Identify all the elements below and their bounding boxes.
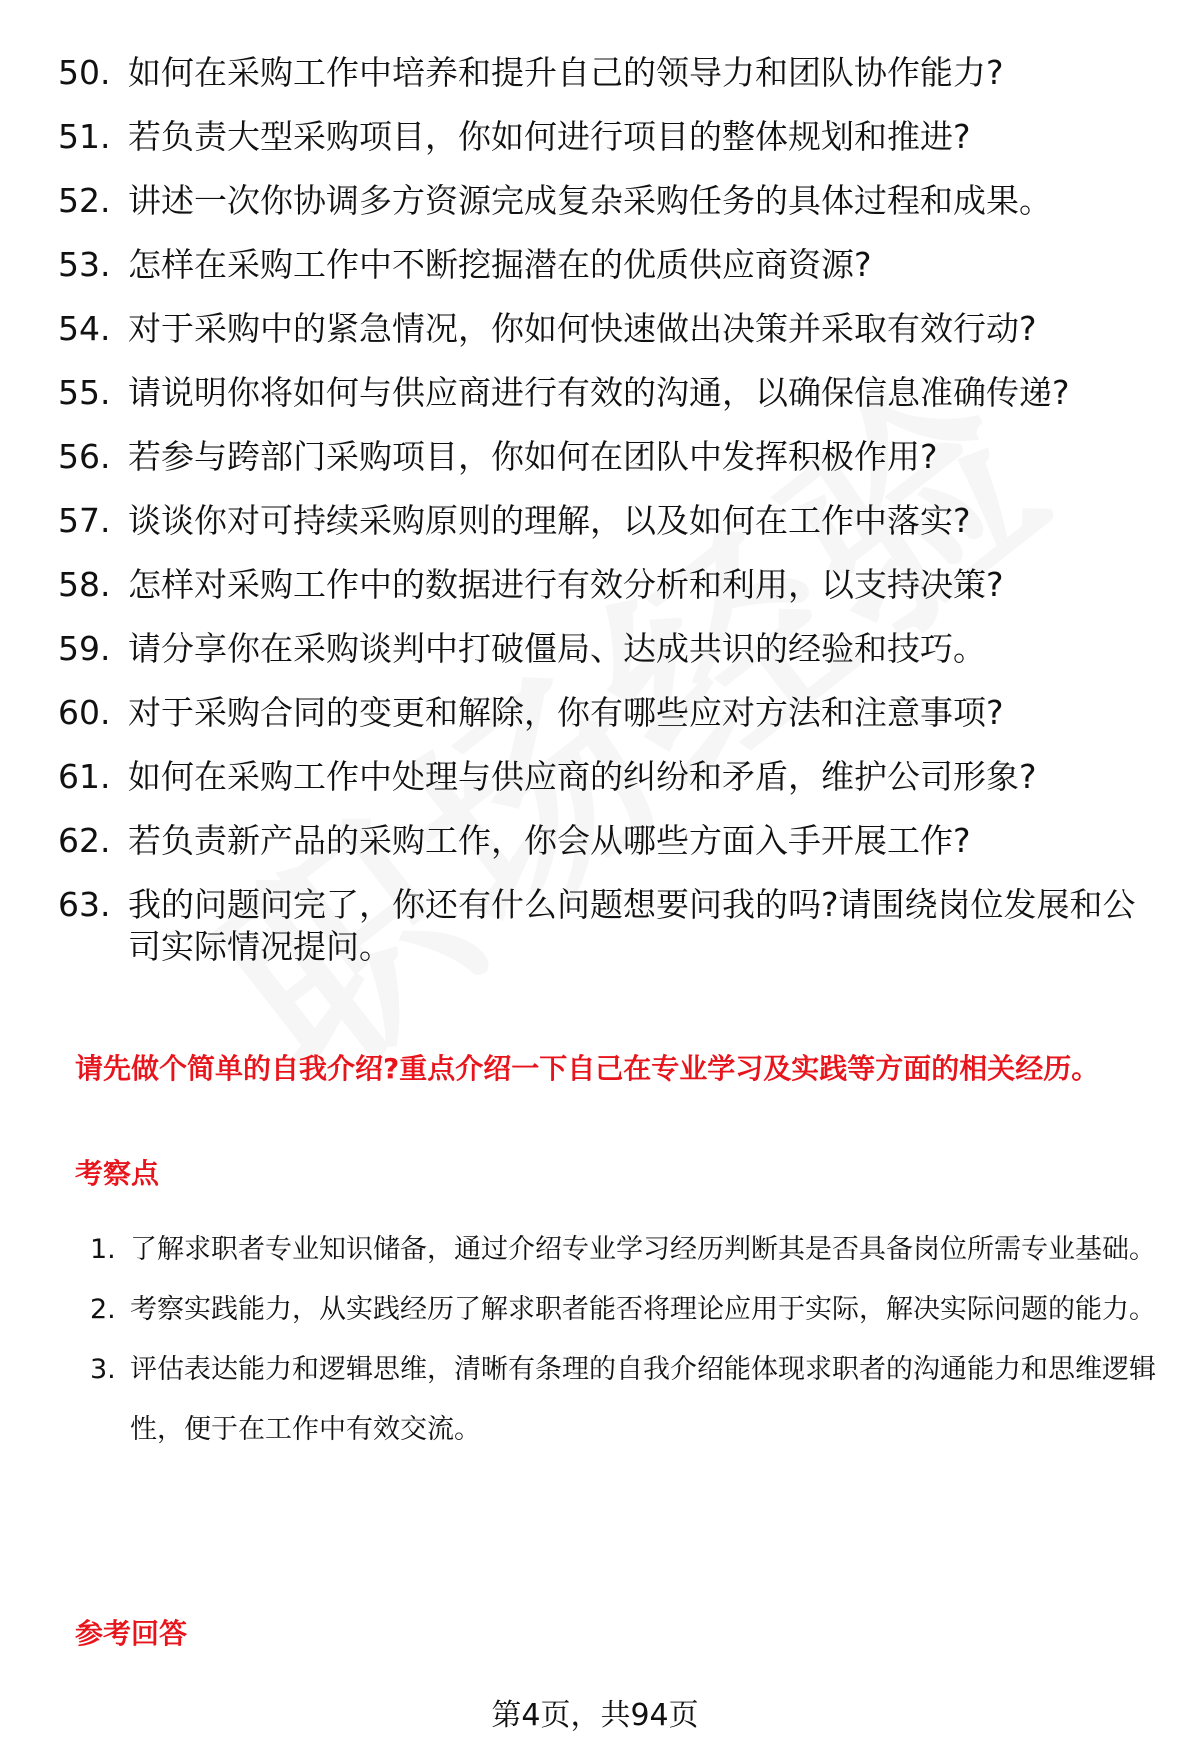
question-item	[58, 116, 1158, 158]
point-text: 了解求职者专业知识储备，通过介绍专业学习经历判断其是否具备岗位所需专业基础。	[130, 1234, 1156, 1265]
question-item	[58, 180, 1158, 222]
question-item	[58, 308, 1158, 350]
question-text: 谈谈你对可持续采购原则的理解，以及如何在工作中落实?	[128, 501, 971, 540]
question-text: 请分享你在采购谈判中打破僵局、达成共识的经验和技巧。	[128, 629, 986, 668]
question-number: 50.	[58, 53, 111, 92]
question-item	[58, 500, 1158, 542]
question-text: 怎样在采购工作中不断挖掘潜在的优质供应商资源?	[128, 245, 872, 284]
question-text: 对于采购中的紧急情况，你如何快速做出决策并采取有效行动?	[128, 309, 1037, 348]
question-text: 讲述一次你协调多方资源完成复杂采购任务的具体过程和成果。	[128, 181, 1052, 220]
assessment-points	[90, 1220, 1160, 1460]
question-number: 58.	[58, 565, 111, 604]
question-text: 我的问题问完了，你还有什么问题想要问我的吗?请围绕岗位发展和公司实际情况提问。	[128, 885, 1136, 966]
question-text: 对于采购合同的变更和解除，你有哪些应对方法和注意事项?	[128, 693, 1004, 732]
question-item	[58, 436, 1158, 478]
question-item	[58, 564, 1158, 606]
question-text: 请说明你将如何与供应商进行有效的沟通，以确保信息准确传递?	[128, 373, 1070, 412]
question-text: 若负责大型采购项目，你如何进行项目的整体规划和推进?	[128, 117, 971, 156]
question-number: 59.	[58, 629, 111, 668]
question-item	[58, 884, 1158, 968]
question-number: 60.	[58, 693, 111, 732]
question-number: 61.	[58, 757, 111, 796]
question-item	[58, 756, 1158, 798]
cankao-heading: 参考回答	[75, 1617, 188, 1650]
question-number: 51.	[58, 117, 111, 156]
assessment-point	[90, 1220, 1160, 1280]
section-title: 请先做个简单的自我介绍?重点介绍一下自己在专业学习及实践等方面的相关经历。	[75, 1052, 1100, 1085]
point-number: 3.	[90, 1354, 116, 1385]
question-item	[58, 628, 1158, 670]
question-text: 如何在采购工作中处理与供应商的纠纷和矛盾，维护公司形象?	[128, 757, 1037, 796]
question-text: 若负责新产品的采购工作，你会从哪些方面入手开展工作?	[128, 821, 971, 860]
question-text: 怎样对采购工作中的数据进行有效分析和利用，以支持决策?	[128, 565, 1004, 604]
question-number: 53.	[58, 245, 111, 284]
question-number: 55.	[58, 373, 111, 412]
question-number: 56.	[58, 437, 111, 476]
question-item	[58, 372, 1158, 414]
question-list	[58, 52, 1158, 990]
point-text: 考察实践能力，从实践经历了解求职者能否将理论应用于实际，解决实际问题的能力。	[130, 1294, 1156, 1325]
assessment-point	[90, 1280, 1160, 1340]
question-number: 57.	[58, 501, 111, 540]
question-text: 若参与跨部门采购项目，你如何在团队中发挥积极作用?	[128, 437, 938, 476]
question-item	[58, 820, 1158, 862]
page-footer: 第4页，共94页	[491, 1698, 699, 1733]
point-number: 2.	[90, 1294, 116, 1325]
question-number: 63.	[58, 885, 111, 924]
question-item	[58, 692, 1158, 734]
question-text: 如何在采购工作中培养和提升自己的领导力和团队协作能力?	[128, 53, 1004, 92]
point-number: 1.	[90, 1234, 116, 1265]
assessment-point	[90, 1340, 1160, 1460]
question-number: 62.	[58, 821, 111, 860]
question-number: 54.	[58, 309, 111, 348]
question-item	[58, 244, 1158, 286]
question-number: 52.	[58, 181, 111, 220]
kaocha-heading: 考察点	[75, 1157, 160, 1190]
point-text: 评估表达能力和逻辑思维，清晰有条理的自我介绍能体现求职者的沟通能力和思维逻辑性，便于在工作中有效交流。	[130, 1354, 1156, 1445]
question-item	[58, 52, 1158, 94]
